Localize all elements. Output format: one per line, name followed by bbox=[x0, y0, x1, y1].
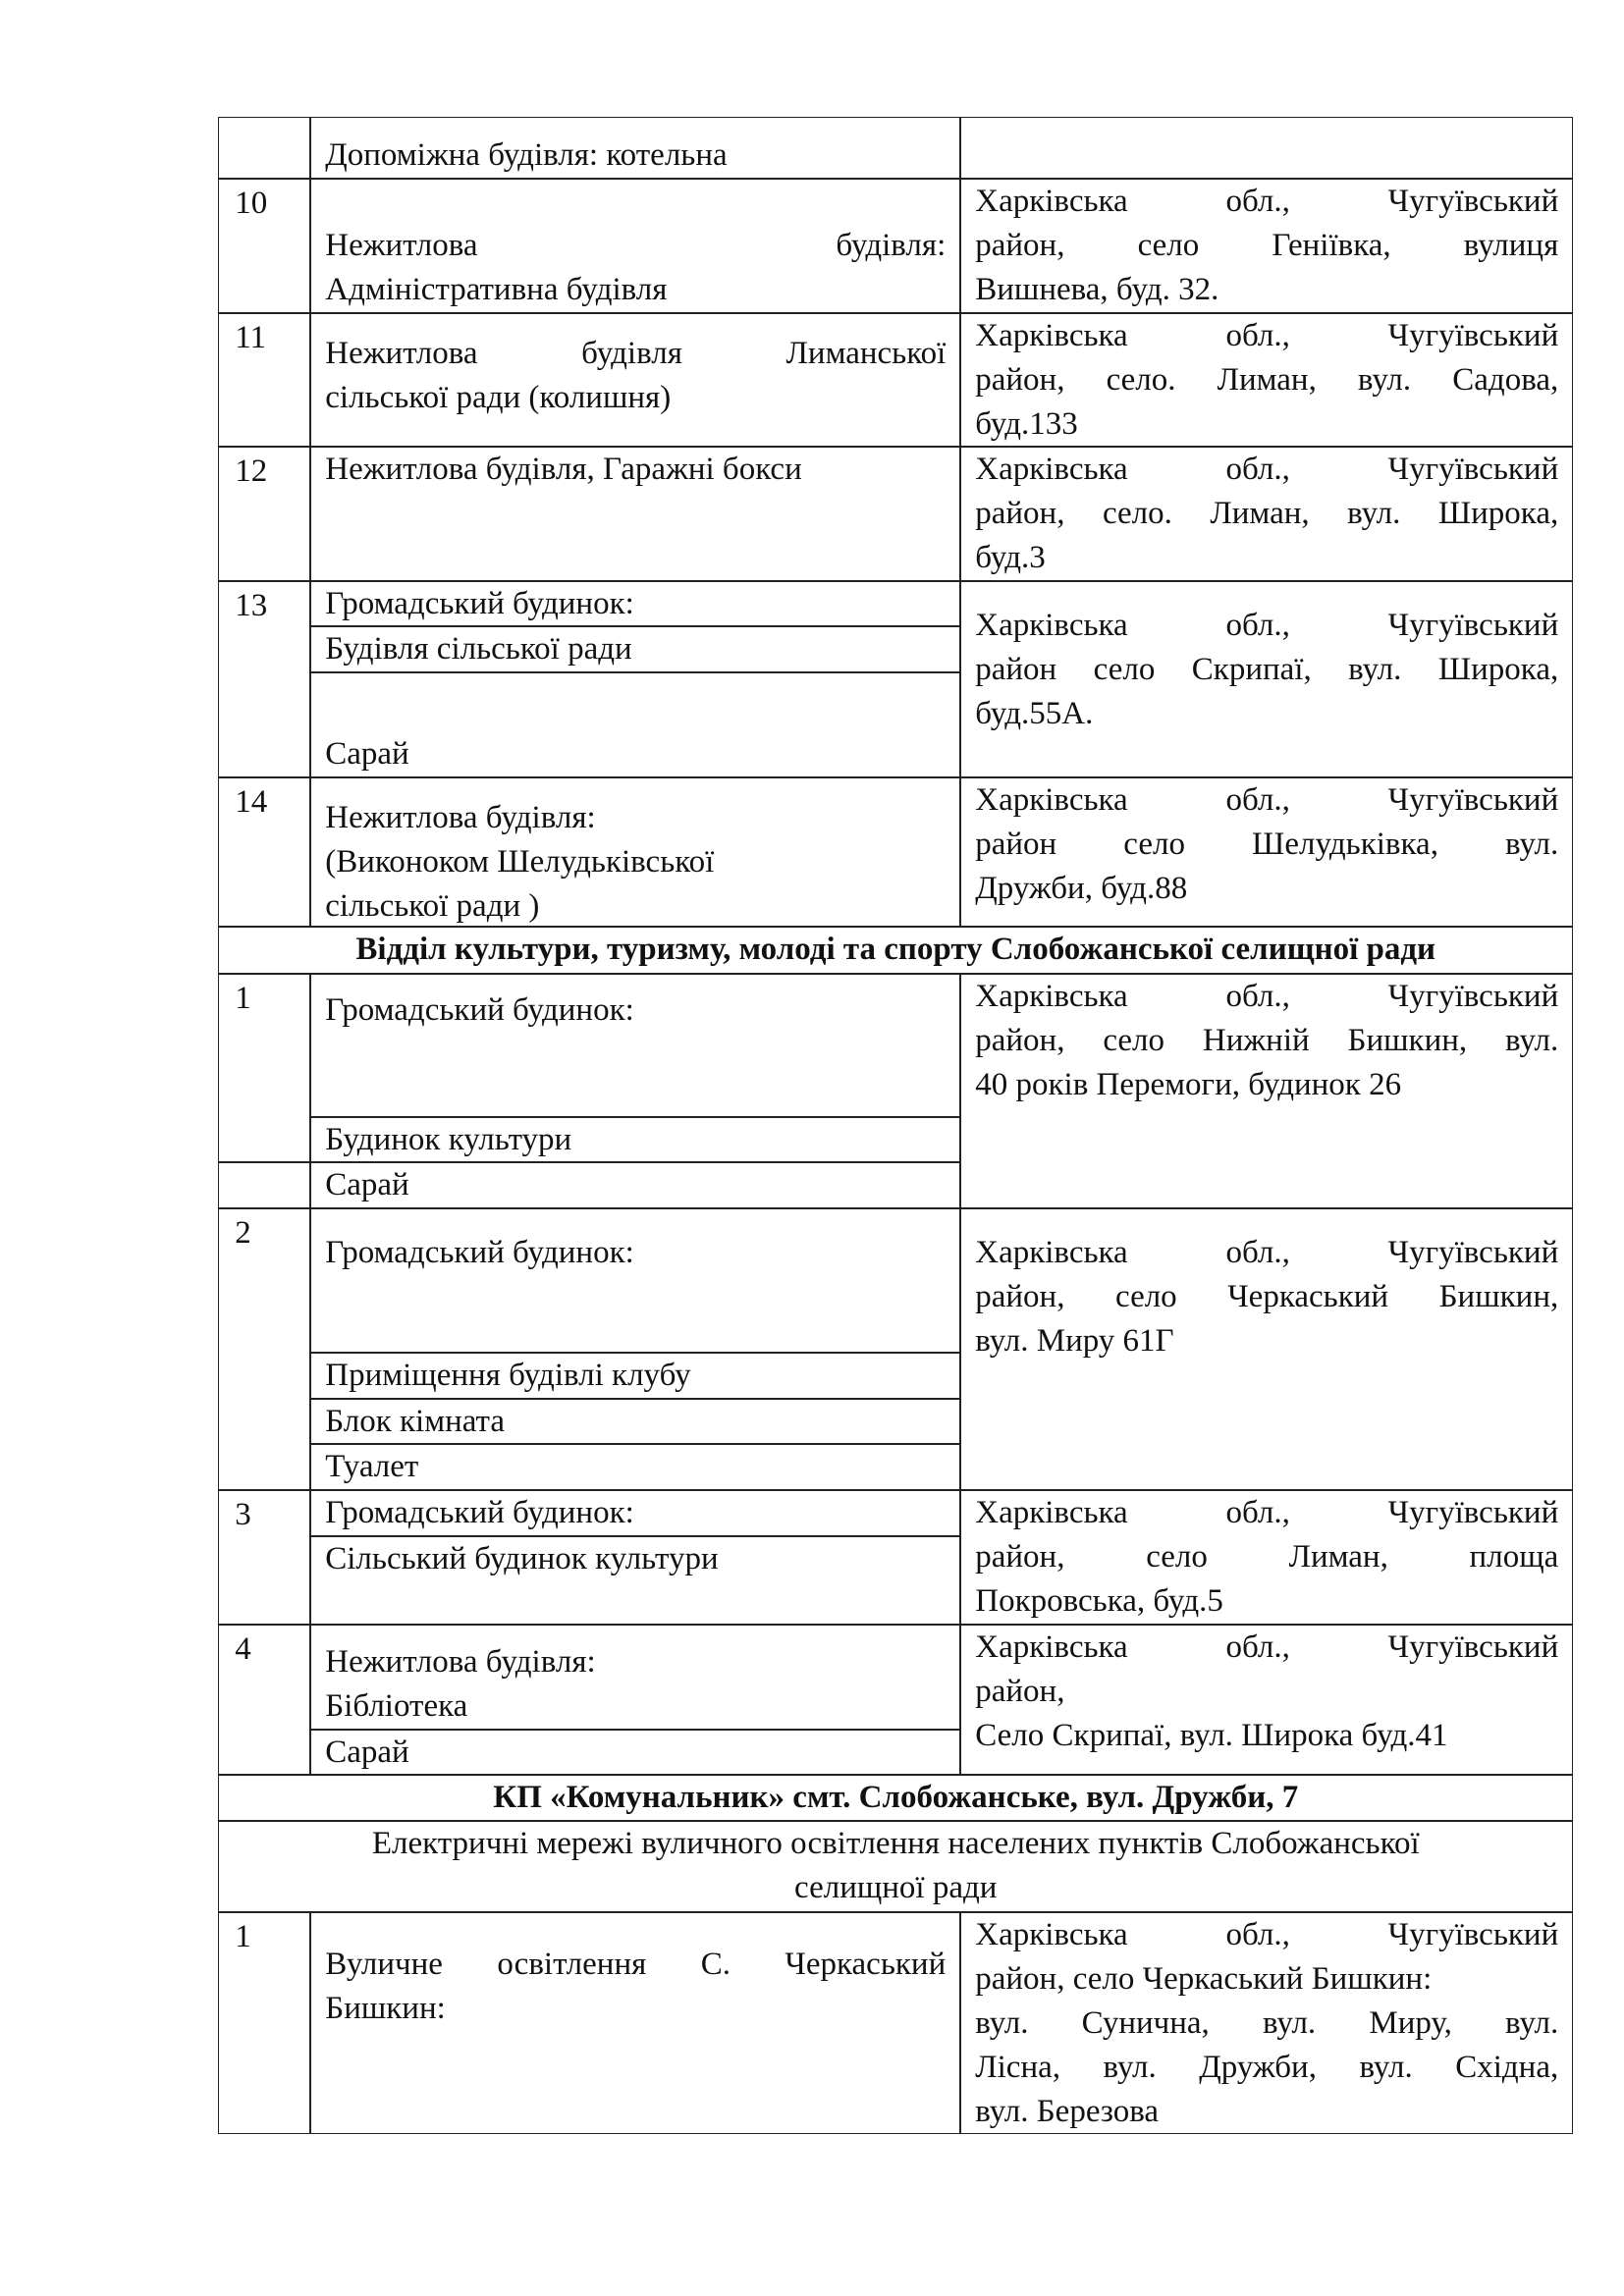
address-line: район село Шелудьківка, вул. bbox=[975, 827, 1559, 863]
address-line: район, село Черкаський Бишкин, bbox=[975, 1279, 1559, 1315]
address-line: Харківська обл., Чугуївський bbox=[975, 608, 1559, 644]
address-line: район село Скрипаї, вул. Широка, bbox=[975, 652, 1559, 688]
address-line: буд.55А. bbox=[975, 696, 1094, 732]
row-number: 14 bbox=[218, 777, 310, 927]
cell-name bbox=[310, 1625, 960, 1730]
address-line: Покровська, буд.5 bbox=[975, 1583, 1223, 1620]
object-name: сільської ради (колишня) bbox=[325, 380, 672, 416]
object-name: Нежитлова будівля: bbox=[325, 1644, 596, 1681]
row-number: 10 bbox=[218, 179, 310, 313]
address-line: вул. Березова bbox=[975, 2094, 1160, 2130]
row-number: 4 bbox=[218, 1625, 310, 1775]
cell-num bbox=[218, 117, 310, 179]
cell-num bbox=[218, 1162, 310, 1208]
object-name: Нежитлова будівля, Гаражні бокси bbox=[310, 447, 960, 581]
address-line: район, село Лиман, площа bbox=[975, 1539, 1559, 1575]
object-name: Сільський будинок культури bbox=[310, 1536, 960, 1625]
address-line: вул. Миру 61Г bbox=[975, 1323, 1174, 1360]
object-name: Бишкин: bbox=[325, 1991, 446, 2027]
row-number: 1 bbox=[218, 974, 310, 1162]
address-line: район, село Геніївка, вулиця bbox=[975, 228, 1559, 264]
section-header-kp: КП «Комунальник» смт. Слобожанське, вул. Дружби, 7 bbox=[218, 1775, 1573, 1821]
object-name: Громадський будинок: bbox=[310, 1208, 960, 1353]
cell-address bbox=[960, 1625, 1573, 1775]
row-number: 2 bbox=[218, 1208, 310, 1490]
row-number: 3 bbox=[218, 1490, 310, 1625]
object-name: Будівля сільської ради bbox=[310, 626, 960, 672]
subsection-header-line: Електричні мережі вуличного освітлення населених пунктів Слобожанської bbox=[371, 1826, 1420, 1862]
address-line: район, село Нижній Бишкин, вул. bbox=[975, 1023, 1559, 1059]
address-line: Харківська обл., Чугуївський bbox=[975, 979, 1559, 1015]
address-line: Лісна, вул. Дружби, вул. Східна, bbox=[975, 2050, 1559, 2086]
object-name: Адміністративна будівля bbox=[325, 272, 668, 308]
address-line: Харківська обл., Чугуївський bbox=[975, 452, 1559, 488]
cell-name bbox=[310, 179, 960, 313]
object-name: Нежитлова будівля: bbox=[325, 228, 947, 264]
object-name: Приміщення будівлі клубу bbox=[310, 1353, 960, 1399]
cell-address bbox=[960, 313, 1573, 447]
address-line: Харківська обл., Чугуївський bbox=[975, 1235, 1559, 1271]
address-line: буд.3 bbox=[975, 540, 1046, 576]
address-line: 40 років Перемоги, будинок 26 bbox=[975, 1067, 1402, 1103]
address-line: Харківська обл., Чугуївський bbox=[975, 1495, 1559, 1531]
cell-address bbox=[960, 117, 1573, 179]
cell-name bbox=[310, 672, 960, 777]
row-number: 12 bbox=[218, 447, 310, 581]
address-line: Село Скрипаї, вул. Широка буд.41 bbox=[975, 1718, 1448, 1754]
row-number: 11 bbox=[218, 313, 310, 447]
cell-name bbox=[310, 313, 960, 447]
address-line: район, село. Лиман, вул. Широка, bbox=[975, 496, 1559, 532]
address-line: вул. Сунична, вул. Миру, вул. bbox=[975, 2005, 1559, 2042]
object-name: Сарай bbox=[310, 1162, 960, 1208]
object-name: Громадський будинок: bbox=[310, 581, 960, 626]
object-name: Нежитлова будівля Лиманської bbox=[325, 336, 947, 372]
object-name: (Виконоком Шелудьківської bbox=[325, 844, 715, 881]
object-name: Туалет bbox=[310, 1444, 960, 1490]
address-line: Харківська обл., Чугуївський bbox=[975, 184, 1559, 220]
cell-address bbox=[960, 1912, 1573, 2134]
cell-address bbox=[960, 1490, 1573, 1625]
cell-address bbox=[960, 179, 1573, 313]
address-line: Дружби, буд.88 bbox=[975, 871, 1188, 907]
cell-name bbox=[310, 1912, 960, 2134]
object-name: Сарай bbox=[310, 1730, 960, 1775]
object-name: Блок кімната bbox=[310, 1399, 960, 1444]
address-line: Харківська обл., Чугуївський bbox=[975, 1917, 1559, 1953]
address-line: район, село. Лиман, вул. Садова, bbox=[975, 362, 1559, 399]
object-name: Допоміжна будівля: котельна bbox=[325, 137, 728, 174]
cell-address bbox=[960, 974, 1573, 1208]
subsection-header bbox=[218, 1821, 1573, 1912]
object-name: сільської ради ) bbox=[325, 888, 540, 925]
cell-address bbox=[960, 1208, 1573, 1490]
object-name: Бібліотека bbox=[325, 1688, 468, 1725]
row-number: 1 bbox=[218, 1912, 310, 2134]
object-name: Будинок культури bbox=[310, 1117, 960, 1162]
address-line: Харківська обл., Чугуївський bbox=[975, 1629, 1559, 1666]
cell-address bbox=[960, 581, 1573, 777]
object-name: Громадський будинок: bbox=[310, 1490, 960, 1536]
object-name: Нежитлова будівля: bbox=[325, 800, 596, 836]
address-line: район, bbox=[975, 1674, 1065, 1710]
subsection-header-line: селищної ради bbox=[794, 1870, 998, 1906]
cell-name bbox=[310, 777, 960, 927]
object-name: Вуличне освітлення С. Черкаський bbox=[325, 1947, 947, 1983]
cell-address bbox=[960, 777, 1573, 927]
cell-name bbox=[310, 117, 960, 179]
address-line: Харківська обл., Чугуївський bbox=[975, 782, 1559, 819]
section-header-culture: Відділ культури, туризму, молоді та спорту Слобожанської селищної ради bbox=[218, 927, 1573, 974]
row-number: 13 bbox=[218, 581, 310, 777]
address-line: Вишнева, буд. 32. bbox=[975, 272, 1219, 308]
object-name: Сарай bbox=[325, 736, 409, 773]
cell-address bbox=[960, 447, 1573, 581]
address-line: Харківська обл., Чугуївський bbox=[975, 318, 1559, 354]
address-line: район, село Черкаський Бишкин: bbox=[975, 1961, 1433, 1998]
object-name: Громадський будинок: bbox=[310, 974, 960, 1117]
address-line: буд.133 bbox=[975, 406, 1078, 443]
